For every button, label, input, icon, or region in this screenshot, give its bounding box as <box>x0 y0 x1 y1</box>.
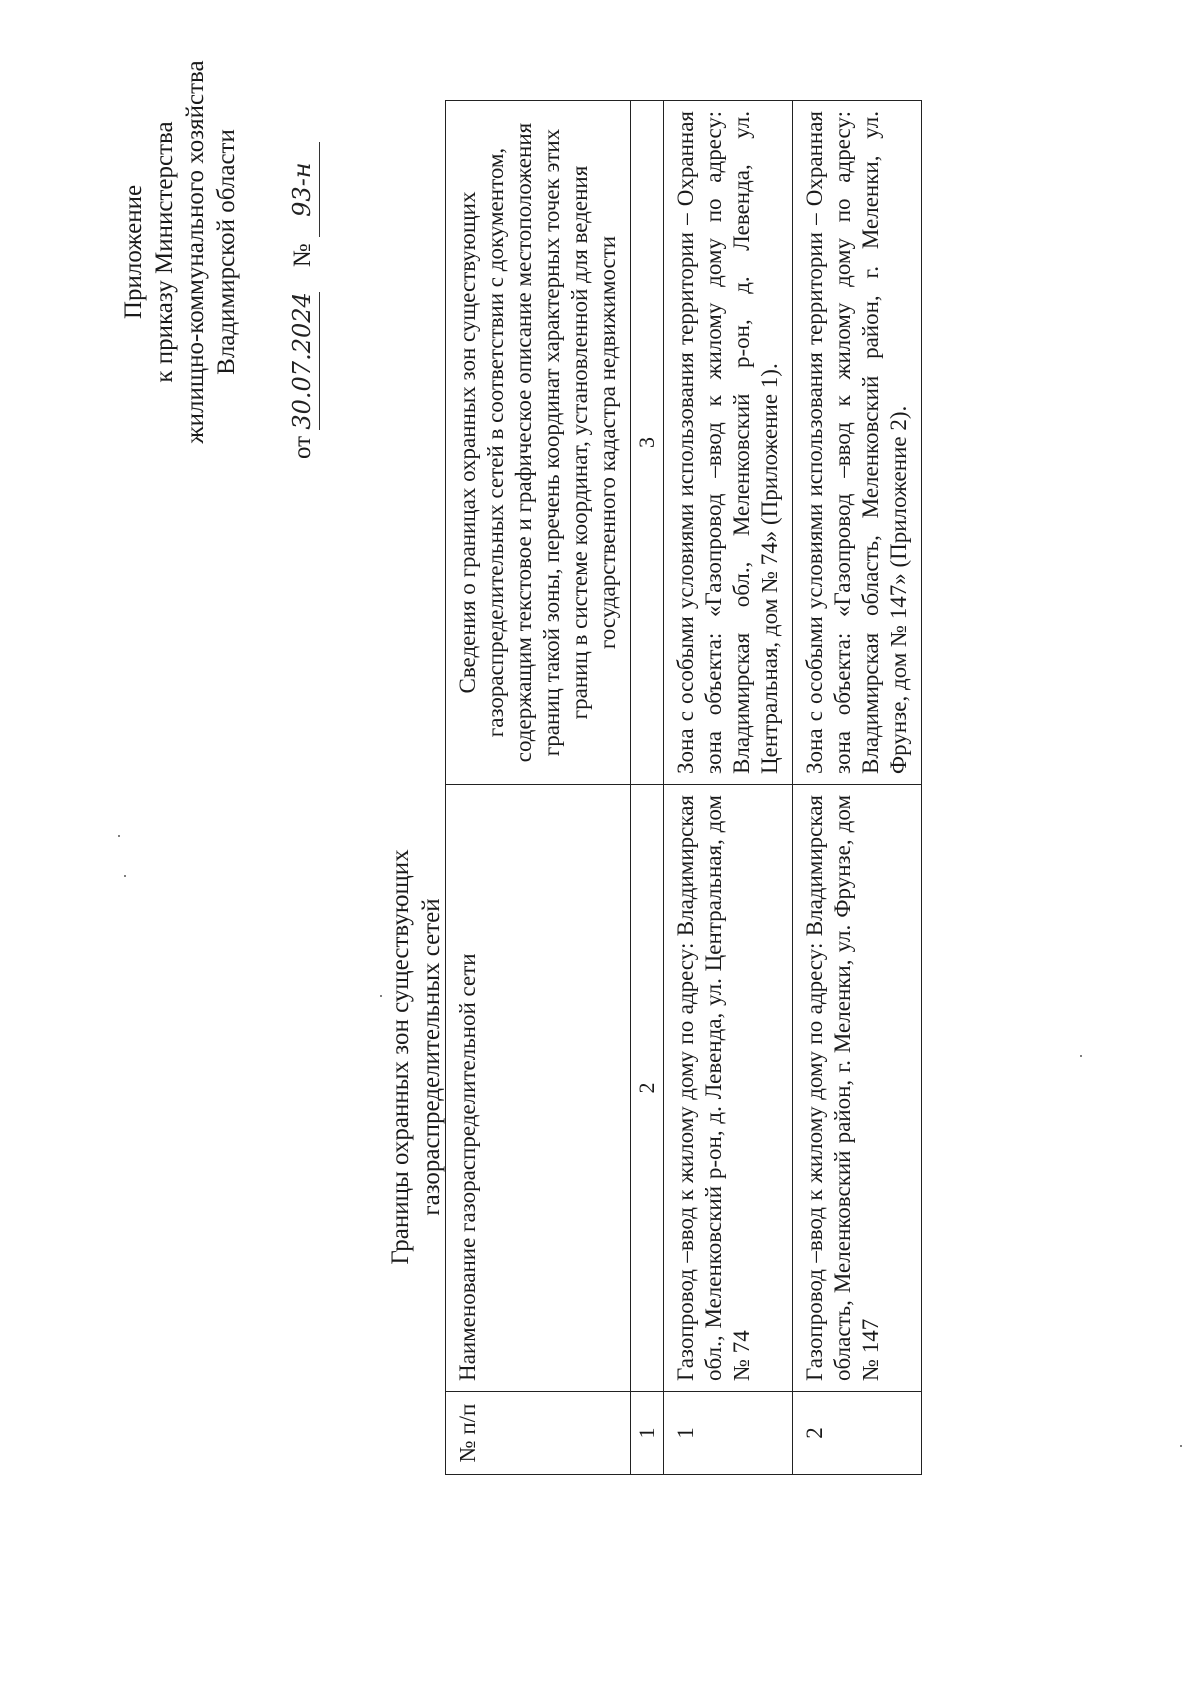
document-title-line-2: газораспределительных сетей <box>418 898 445 1216</box>
row-zone-info: Зона с особыми условиями использования территории – Охранная зона объекта: «Газопровод –ввод к жилому дому по адресу: Владимирская обл., Меленковский р-он, д. Левенда, ул. Центральная, дом № 74» (Приложение 1). <box>664 101 793 785</box>
scan-speck <box>124 875 126 877</box>
column-number-row <box>631 101 664 1475</box>
header-network-name: Наименование газораспределительной сети <box>446 785 631 1392</box>
document-title <box>385 707 447 1407</box>
date-prefix: от <box>289 435 316 459</box>
column-number-1: 1 <box>631 1392 664 1475</box>
protection-zones-table <box>445 100 922 1475</box>
scan-speck <box>1180 1445 1182 1447</box>
scan-speck <box>1080 1055 1082 1057</box>
row-number: 1 <box>664 1392 793 1475</box>
appendix-title: Приложение <box>120 184 147 320</box>
appendix-order-ref: к приказу Министерства <box>151 121 178 383</box>
appendix-header <box>118 42 242 462</box>
column-number-2: 2 <box>631 785 664 1392</box>
row-network-name: Газопровод –ввод к жилому дому по адресу: Владимирская обл., Меленковский р-он, д. Левенда, ул. Центральная, дом № 74 <box>664 785 793 1392</box>
table-header-row <box>446 101 631 1475</box>
row-zone-info: Зона с особыми условиями использования территории – Охранная зона объекта: «Газопровод –ввод к жилому дому по адресу: Владимирская область, Меленковский район, г. Меленки, ул. Фрунзе, дом № 147» (Приложение 2). <box>793 101 922 785</box>
header-number: № п/п <box>446 1392 631 1475</box>
number-prefix: № <box>289 243 316 268</box>
row-number: 2 <box>793 1392 922 1475</box>
handwritten-number: 93-н <box>285 142 320 237</box>
appendix-ministry: жилищно-коммунального хозяйства <box>182 60 209 444</box>
document-title-line-1: Границы охранных зон существующих <box>387 849 414 1265</box>
table-row <box>664 101 793 1475</box>
order-date-number-line <box>285 142 320 459</box>
scan-speck <box>118 835 120 837</box>
handwritten-date: 30.07.2024 <box>285 292 320 429</box>
header-zone-info: Сведения о границах охранных зон существующих газораспределительных сетей в соответствии с документом, содержащим текстовое и графическое описание местоположения границ такой зоны, перечень координат характерных точек этих границ в системе координат, установленной для ведения государственного кадастра недвижимости <box>446 101 631 785</box>
scan-speck <box>380 995 382 997</box>
appendix-region: Владимирской области <box>213 129 240 375</box>
row-network-name: Газопровод –ввод к жилому дому по адресу: Владимирская область, Меленковский район, г. Меленки, ул. Фрунзе, дом № 147 <box>793 785 922 1392</box>
table-row <box>793 101 922 1475</box>
column-number-3: 3 <box>631 101 664 785</box>
